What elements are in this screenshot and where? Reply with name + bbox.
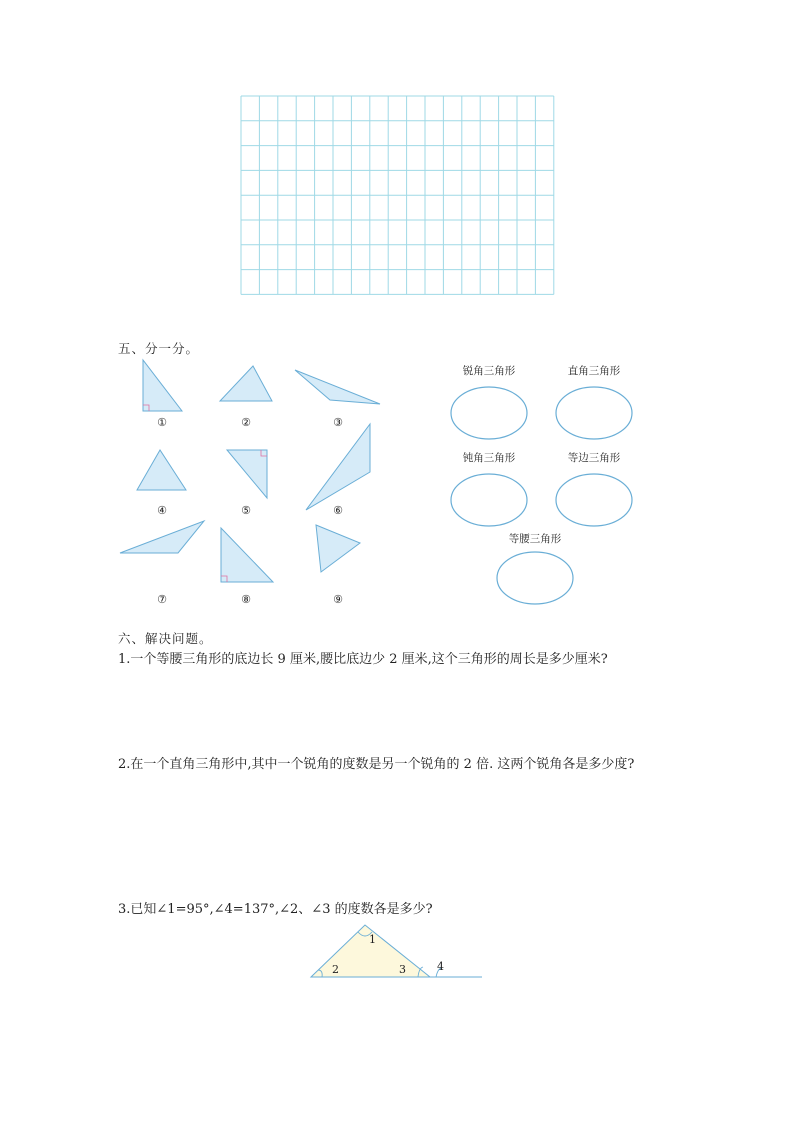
- section6-title: 六、解决问题。: [118, 631, 213, 646]
- shape-label-7: ⑦: [157, 593, 167, 606]
- category-isosceles: 等腰三角形: [508, 533, 562, 545]
- angle-label-1: 1: [369, 933, 376, 946]
- angle-label-4: 4: [437, 960, 444, 973]
- angle-label-2: 2: [332, 963, 339, 976]
- shape-label-8: ⑧: [241, 593, 251, 606]
- shape-label-9: ⑨: [333, 593, 343, 606]
- category-equilateral: 等边三角形: [567, 452, 621, 464]
- angle-label-3: 3: [399, 963, 406, 976]
- question-3: 3.已知∠1=95°,∠4=137°,∠2、∠3 的度数各是多少?: [118, 902, 433, 917]
- question-1: 1.一个等腰三角形的底边长 9 厘米,腰比底边少 2 厘米,这个三角形的周长是多少厘米?: [118, 652, 608, 667]
- shape-label-5: ⑤: [241, 504, 251, 517]
- question-2: 2.在一个直角三角形中,其中一个锐角的度数是另一个锐角的 2 倍. 这两个锐角各是多少度?: [118, 757, 635, 772]
- shape-label-6: ⑥: [333, 504, 343, 517]
- category-obtuse: 钝角三角形: [462, 452, 516, 464]
- shape-label-4: ④: [157, 504, 167, 517]
- shape-label-2: ②: [241, 416, 251, 429]
- category-acute: 锐角三角形: [462, 365, 516, 377]
- shape-label-3: ③: [333, 416, 343, 429]
- shape-label-1: ①: [157, 416, 167, 429]
- section5-title: 五、分一分。: [118, 341, 200, 356]
- category-right: 直角三角形: [567, 365, 621, 377]
